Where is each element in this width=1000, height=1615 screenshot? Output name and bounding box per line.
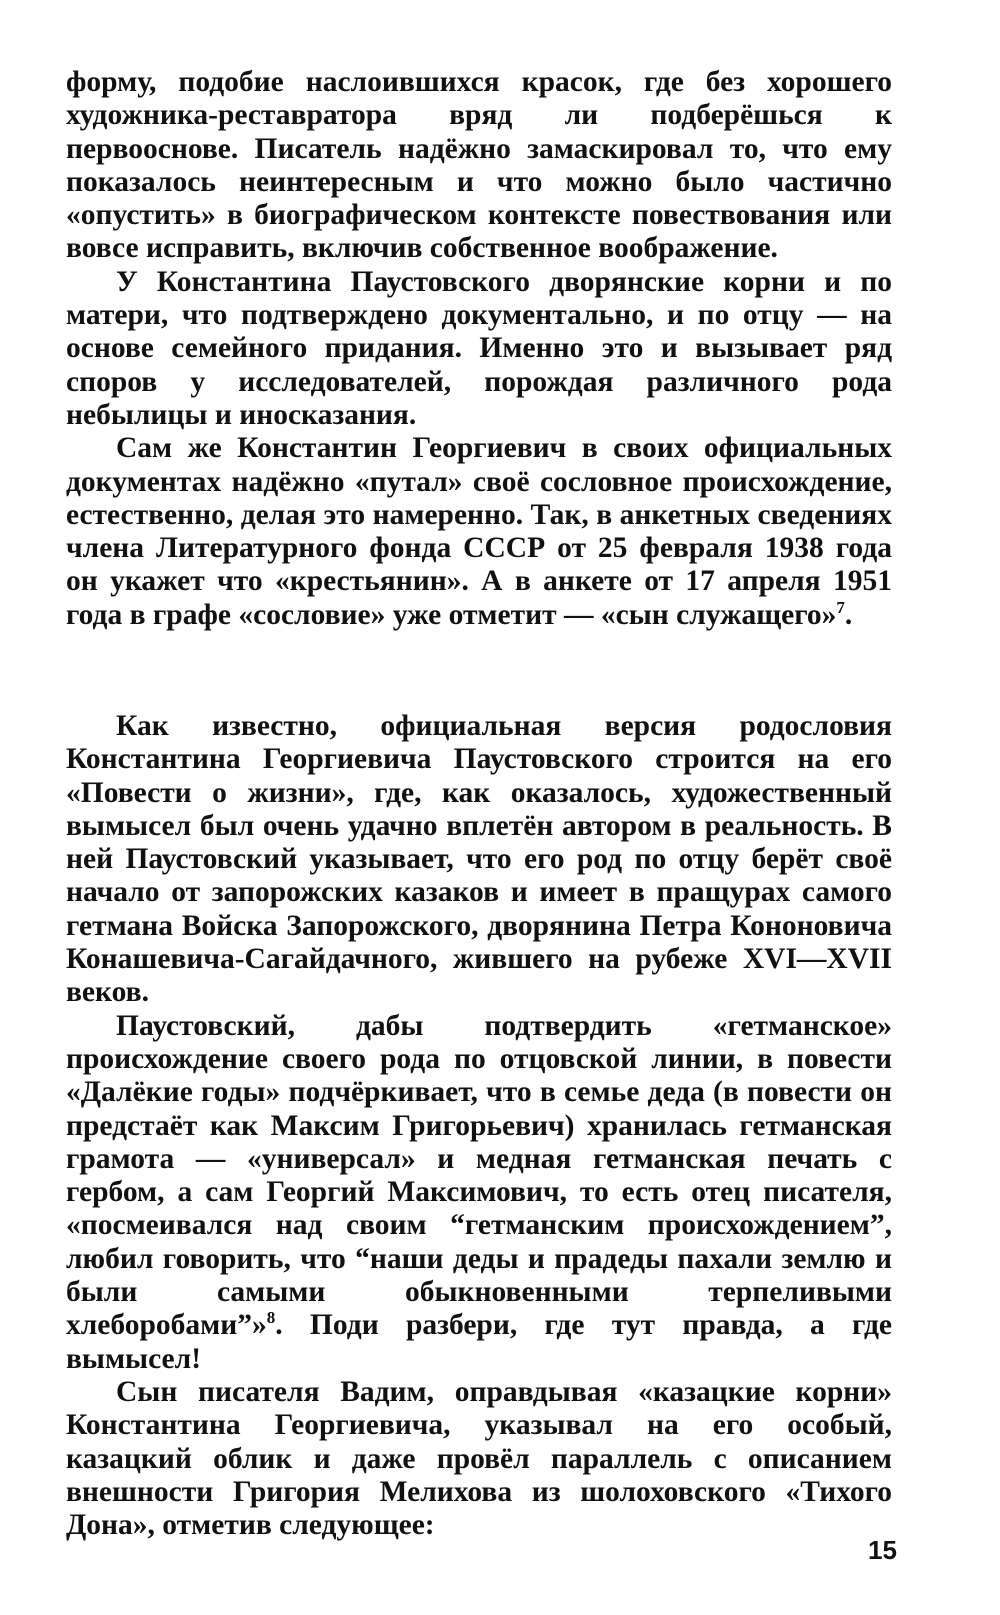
paragraph-continued: форму, подобие наслоившихся красок, где без хорошего художника-реставратора вряд ли подберёшься к первооснове. Писатель надёжно замаскировал то, что ему показалось неинтересным и что можно было частично «опустить» в биографическом контексте повествования или вовсе исправить, включив собственное воображение.	[66, 66, 892, 265]
paragraph-documents	[66, 432, 892, 632]
text-block-bottom	[66, 710, 892, 1542]
paragraph-official-version: Как известно, официальная версия родословия Константина Георгиевича Паустовского строится на его «Повести о жизни», где, как оказалось, художественный вымысел был очень удачно вплетён автором в реальность. В ней Паустовский указывает, что его род по отцу берёт своё начало от запорожских казаков и имеет в пращурах самого гетмана Войска Запорожского, дворянина Петра Кононовича Конашевича-Сагайдачного, жившего на рубеже XVI—XVII веков.	[66, 710, 892, 1009]
paragraph-hetman-origin	[66, 1010, 892, 1376]
footnote-ref-8: 8	[266, 1308, 276, 1328]
paragraph-son-vadim: Сын писателя Вадим, оправдывая «казацкие корни» Константина Георгиевича, указывал на его особый, казацкий облик и даже провёл параллель с описанием внешности Григория Мелихова из шолоховского «Тихого Дона», отметив следующее:	[66, 1375, 892, 1542]
paragraph-documents-end: .	[844, 598, 853, 631]
paragraph-hetman-end: . Поди разбери, где тут правда, а где вымысел!	[66, 1309, 892, 1375]
text-block-top	[66, 66, 892, 632]
paragraph-noble-roots: У Константина Паустовского дворянские корни и по матери, что подтверждено документально, и по отцу — на основе семейного придания. Именно это и вызывает ряд споров у исследователей, порождая различного рода небылицы и иносказания.	[66, 265, 892, 431]
page-number: 15	[868, 1535, 897, 1565]
paragraph-documents-text: Сам же Константин Георгиевич в своих официальных документах надёжно «путал» своё сословное происхождение, естественно, делая это намеренно. Так, в анкетных сведениях члена Литературного фонда СССР от 25 февраля 1938 года он укажет что «крестьянин». А в анкете от 17 апреля 1951 года в графе «сословие» уже отметит — «сын служащего»	[66, 432, 892, 631]
footnote-ref-7: 7	[836, 597, 845, 617]
paragraph-hetman-text: Паустовский, дабы подтвердить «гетманское» происхождение своего рода по отцовской линии, в повести «Далёкие годы» подчёркивает, что в семье деда (в повести он предстаёт как Максим Григорьевич) хранилась гетманская грамота — «универсал» и медная гетманская печать с гербом, а сам Георгий Максимович, то есть отец писателя, «посмеивался над своим “гетманским происхождением”, любил говорить, что “наши деды и прадеды пахали землю и были самыми обыкновенными терпеливыми хлеборобами”»	[66, 1009, 892, 1342]
